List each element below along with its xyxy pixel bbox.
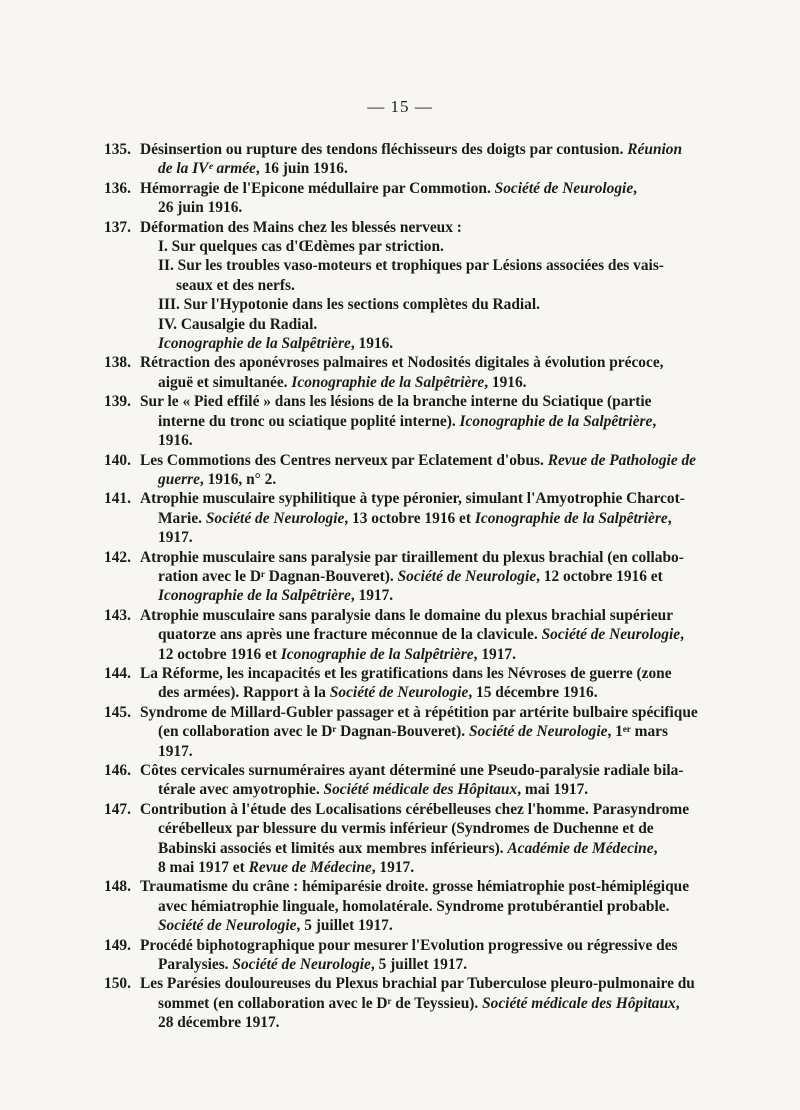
entry-line [140,334,746,353]
entry-line [140,1013,746,1032]
entry-text-run: , 1917. [371,859,415,877]
entry-text-run: Les Parésies douloureuses du Plexus brachial par Tuberculose pleuro-pulmonaire du [140,975,695,993]
entry-text [140,877,746,935]
entry-number: 143. [104,606,131,624]
entry-text-run: des armées). Rapport à la [158,684,330,702]
entry-text-run: Les Commotions des Centres nerveux par Eclatement d'obus. [140,451,548,469]
entry-text-run: , 15 décembre 1916. [468,684,598,702]
citation-source: Revue de Médecine [248,859,372,877]
entry-text-run: Rétraction des aponévroses palmaires et Nodosités digitales à évolution précoce, [140,354,664,372]
entry-line [140,353,746,372]
entry-text-run: Atrophie musculaire sans paralysie dans le domaine du plexus brachial supérieur [140,606,674,624]
entry-text-run: , [675,994,680,1012]
entry-text-run: I. Sur quelques cas d'Œdèmes par striction. [158,238,444,256]
bibliography-entry [104,218,746,354]
citation-source: guerre [158,470,200,488]
entry-line [140,451,746,470]
entry-line [140,664,746,683]
entry-line [140,315,746,334]
entry-text-run: quatorze ans après une fracture méconnue de la clavicule. [158,626,542,644]
entry-line [140,955,746,974]
entry-text [140,489,746,547]
entry-text-run: 26 juin 1916. [158,199,243,217]
entry-text-run: , 12 octobre 1916 et [536,567,663,585]
entry-line [140,625,746,644]
bibliography-entry [104,392,746,450]
entry-line [140,703,746,722]
entry-number: 139. [104,393,131,411]
entry-text-run: , mai 1917. [517,781,589,799]
bibliography-entry [104,877,746,935]
citation-source: Société médicale des Hôpitaux [482,994,676,1012]
entry-line [140,742,746,761]
entry-text [140,703,746,761]
entry-text-run: , 5 juillet 1917. [296,917,393,935]
bibliography-entry [104,451,746,490]
entry-text-run: Désinsertion ou rupture des tendons fléchisseurs des doigts par contusion. [140,141,628,158]
entry-text-run: , 1ᵉʳ mars [607,723,668,741]
entry-line [140,567,746,586]
entry-text [140,392,746,450]
entry-text-run: 12 octobre 1916 et [158,645,281,663]
entry-number: 145. [104,703,131,721]
entry-text-run: aiguë et simultanée. [158,373,292,391]
entry-text-run: Côtes cervicales surnuméraires ayant déterminé une Pseudo-paralysie radiale bila- [140,762,684,779]
entry-number: 149. [104,936,131,954]
entry-line [140,159,746,178]
entry-text [140,353,746,392]
entry-text-run: seaux et des nerfs. [176,276,295,294]
entry-line [140,198,746,217]
entry-text [140,140,746,179]
entry-line [140,412,746,431]
entry-line [140,683,746,702]
entry-number: 140. [104,451,131,469]
entry-number: 142. [104,548,131,566]
entry-text [140,800,746,878]
citation-source: Société de Neurologie [329,684,469,702]
entry-text [140,761,746,800]
entry-text-run: , 1916. [484,373,527,391]
entry-line [140,528,746,547]
entry-text-run: interne du tronc ou sciatique poplité interne). [158,412,460,430]
entry-text-run: , 16 juin 1916. [255,160,348,178]
entry-line [140,509,746,528]
entry-text [140,218,746,354]
entry-line [140,800,746,819]
citation-source: Iconographie de la Salpêtrière [158,335,351,353]
citation-source: Iconographie de la Salpêtrière [280,645,474,663]
citation-source: Société de Neurologie [494,179,634,197]
bibliography-entry [104,548,746,606]
page-number: — 15 — [367,97,433,116]
entry-text-run: Déformation des Mains chez les blessés nerveux : [140,218,462,236]
entry-text-run: Babinski associés et limités aux membres inférieurs). [158,839,508,857]
entry-line [140,761,746,780]
entry-text-run: Paralysies. [158,956,233,974]
entry-text-run: , 5 juillet 1917. [370,956,468,974]
entry-text-run: Syndrome de Millard-Gubler passager et à répétition par artérite bulbaire spécifique [140,703,698,721]
entry-text [140,451,746,490]
entry-text-run: , 1917. [473,645,516,663]
entry-text-run: 1917. [158,529,193,547]
citation-source: Société de Neurologie [232,956,371,974]
entry-text-run: III. Sur l'Hypotonie dans les sections complètes du Radial. [158,296,540,314]
entry-text [140,974,746,1032]
entry-line [140,586,746,605]
citation-source: Société de Neurologie [468,723,608,741]
citation-source: Revue de Pathologie de [547,451,697,469]
entry-text-run: Sur le « Pied effilé » dans les lésions de la branche interne du Sciatique (partie [140,393,652,411]
entry-text-run: , [633,179,638,197]
entry-line [140,974,746,993]
citation-source: Iconographie de la Salpêtrière [474,509,668,527]
entry-number: 150. [104,975,131,993]
entry-text-run: Contribution à l'étude des Localisations cérébelleuses chez l'homme. Parasyndrome [140,800,690,818]
bibliography-entry [104,761,746,800]
entry-text-run: , 13 octobre 1916 et [344,509,475,527]
entry-line [140,877,746,896]
entry-number: 135. [104,141,131,158]
bibliography-entry [104,353,746,392]
entry-line [140,140,746,159]
bibliography-entry [104,974,746,1032]
citation-source: Académie de Médecine [507,839,654,857]
entry-text-run: térale avec amyotrophie. [158,781,324,799]
entry-text-run: , [652,412,657,430]
entry-number: 148. [104,878,131,896]
entry-text [140,548,746,606]
entry-text-run: 8 mai 1917 et [158,859,249,877]
entry-text-run: , 1916. [350,335,394,353]
entry-text-run: cérébelleux par blessure du vermis inférieur (Syndromes de Duchenne et de [158,820,654,838]
citation-source: Iconographie de la Salpêtrière [291,373,485,391]
citation-source: Société de Neurologie [205,509,345,527]
entry-line [140,819,746,838]
entry-number: 144. [104,664,131,682]
citation-source: Iconographie de la Salpêtrière [158,587,351,605]
entry-text-run: 1917. [158,742,193,760]
entry-line [140,780,746,799]
bibliography-entry [104,936,746,975]
entry-line [140,295,746,314]
entry-text [140,606,746,664]
entry-line [140,179,746,198]
citation-source: Société de Neurologie [397,567,537,585]
entry-text-run: ration avec le Dʳ Dagnan-Bouveret). [158,567,398,585]
bibliography-entry [104,664,746,703]
citation-source: Iconographie de la Salpêtrière [459,412,653,430]
entry-number: 147. [104,800,131,818]
entry-line [140,897,746,916]
entry-line [140,548,746,567]
bibliography-list [104,140,746,1033]
entry-line [140,256,746,275]
entry-text-run: 1916. [158,432,193,450]
entry-text-run: Hémorragie de l'Epicone médullaire par Commotion. [140,179,495,197]
bibliography-entry [104,489,746,547]
entry-text [140,936,746,975]
citation-source: Société médicale des Hôpitaux [323,781,518,799]
entry-line [140,276,746,295]
entry-text-run: , [680,626,684,644]
entry-line [140,392,746,411]
bibliography-entry [104,179,746,218]
entry-line [140,722,746,741]
entry-line [140,936,746,955]
bibliography-entry [104,140,746,179]
entry-text-run: La Réforme, les incapacités et les gratifications dans les Névroses de guerre (zone [140,664,672,682]
citation-source: Société de Neurologie [158,917,297,935]
entry-text-run: sommet (en collaboration avec le Dʳ de Teyssieu). [158,994,483,1012]
entry-text-run: avec hémiatrophie linguale, homolatérale. Syndrome protubérantiel probable. [158,897,670,915]
entry-line [140,373,746,392]
entry-line [140,431,746,450]
entry-text-run: II. Sur les troubles vaso-moteurs et trophiques par Lésions associées des vais- [158,257,664,275]
entry-line [140,994,746,1013]
entry-line [140,839,746,858]
entry-text [140,179,746,218]
bibliography-entry [104,703,746,761]
entry-number: 146. [104,762,131,779]
bibliography-entry [104,800,746,878]
citation-source: de la IVᵉ armée [158,160,256,178]
entry-line [140,470,746,489]
entry-line [140,606,746,625]
entry-text-run: , 1917. [350,587,394,605]
entry-text-run: Procédé biphotographique pour mesurer l'Evolution progressive ou régressive des [140,936,678,954]
entry-text-run: , [667,509,672,527]
citation-source: Réunion [627,141,683,158]
entry-text-run: Marie. [158,509,206,527]
entry-number: 138. [104,354,131,372]
citation-source: Société de Neurologie [541,626,681,644]
entry-number: 136. [104,179,131,197]
entry-line [140,489,746,508]
entry-text-run: IV. Causalgie du Radial. [158,315,318,333]
entry-text-run: Traumatisme du crâne : hémiparésie droite. grosse hémiatrophie post-hémiplégique [140,878,690,896]
entry-number: 141. [104,490,131,508]
entry-text-run: , 1916, n° 2. [199,470,277,488]
entry-text [140,664,746,703]
entry-line [140,858,746,877]
entry-line [140,237,746,256]
entry-text-run: (en collaboration avec le Dʳ Dagnan-Bouveret). [158,723,469,741]
entry-text-run: 28 décembre 1917. [158,1014,280,1032]
entry-line [140,645,746,664]
entry-line [140,218,746,237]
bibliography-entry [104,606,746,664]
entry-text-run: Atrophie musculaire syphilitique à type péronier, simulant l'Amyotrophie Charcot- [140,490,685,508]
entry-text-run: , [653,839,658,857]
entry-number: 137. [104,218,131,236]
entry-line [140,916,746,935]
entry-text-run: Atrophie musculaire sans paralysie par tiraillement du plexus brachial (en collabo- [140,548,684,566]
